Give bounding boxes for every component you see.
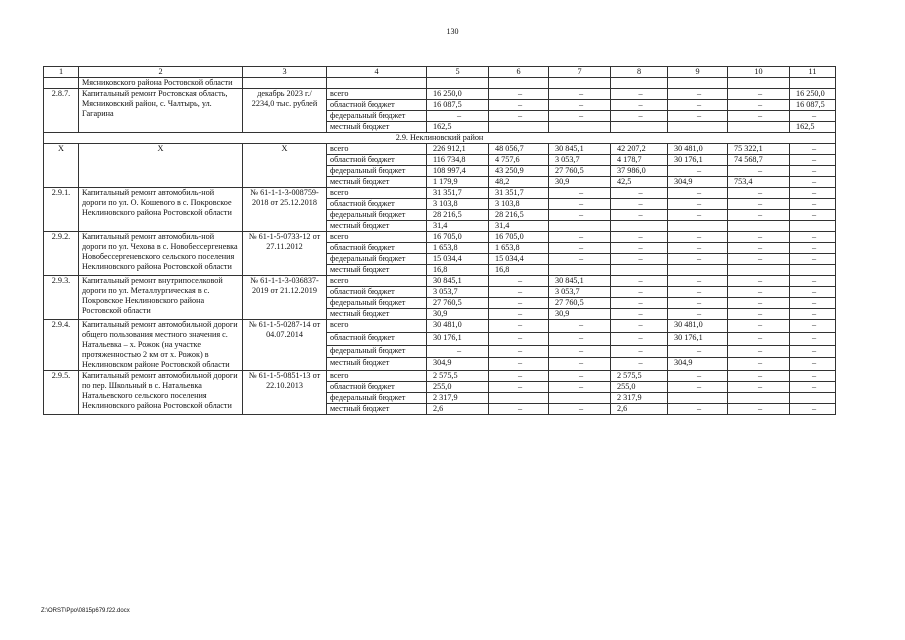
item-description: Капитальный ремонт Ростовская область, Мясниковский район, с. Чалтырь, ул. Гагарина <box>79 89 243 133</box>
amount-cell: – <box>668 243 728 254</box>
amount-cell: 2 575,5 <box>611 371 668 382</box>
item-number: 2.9.4. <box>44 320 79 371</box>
item-basis: № 61-1-5-0851-13 от 22.10.2013 <box>243 371 327 415</box>
amount-cell: – <box>489 100 549 111</box>
amount-cell: – <box>790 320 836 333</box>
funding-source: федеральный бюджет <box>327 393 427 404</box>
amount-cell: – <box>611 298 668 309</box>
amount-cell: 75 322,1 <box>728 144 790 155</box>
amount-cell: – <box>489 382 549 393</box>
amount-cell: – <box>668 188 728 199</box>
amount-cell: 30,9 <box>427 309 489 320</box>
amount-cell: – <box>549 320 611 333</box>
amount-cell: 16 087,5 <box>790 100 836 111</box>
amount-cell: – <box>728 232 790 243</box>
amount-cell: 108 997,4 <box>427 166 489 177</box>
column-number: 6 <box>489 67 549 78</box>
amount-cell: – <box>728 382 790 393</box>
funding-source: всего <box>327 232 427 243</box>
amount-cell: 4 757,6 <box>489 155 549 166</box>
table-row <box>44 188 836 199</box>
amount-cell: – <box>611 276 668 287</box>
amount-cell: – <box>668 382 728 393</box>
amount-cell: 15 034,4 <box>489 254 549 265</box>
amount-cell: – <box>728 371 790 382</box>
item-number: 2.9.2. <box>44 232 79 276</box>
item-basis: № 61-1-1-3-008759-2018 от 25.12.2018 <box>243 188 327 232</box>
amount-cell: – <box>549 199 611 210</box>
funding-source: федеральный бюджет <box>327 210 427 221</box>
amount-cell: – <box>549 188 611 199</box>
amount-cell: 304,9 <box>427 358 489 371</box>
amount-cell: – <box>549 243 611 254</box>
column-number: 3 <box>243 67 327 78</box>
amount-cell: – <box>549 358 611 371</box>
amount-cell: – <box>549 232 611 243</box>
amount-cell: 16 250,0 <box>790 89 836 100</box>
amount-cell: – <box>549 100 611 111</box>
amount-cell: 30,9 <box>549 177 611 188</box>
item-basis: Х <box>243 144 327 188</box>
continued-description: Мясниковского района Ростовской области <box>79 78 243 89</box>
amount-cell: – <box>489 358 549 371</box>
budget-table <box>43 66 836 415</box>
amount-cell <box>668 393 728 404</box>
amount-cell: – <box>489 89 549 100</box>
funding-source: областной бюджет <box>327 155 427 166</box>
amount-cell: 16 087,5 <box>427 100 489 111</box>
amount-cell: 37 986,0 <box>611 166 668 177</box>
amount-cell <box>489 393 549 404</box>
funding-source: местный бюджет <box>327 122 427 133</box>
funding-source: местный бюджет <box>327 404 427 415</box>
amount-cell: – <box>728 276 790 287</box>
column-number: 8 <box>611 67 668 78</box>
amount-cell: – <box>611 345 668 358</box>
amount-cell: – <box>611 332 668 345</box>
amount-cell: – <box>790 111 836 122</box>
amount-cell <box>728 393 790 404</box>
amount-cell: 31 351,7 <box>427 188 489 199</box>
amount-cell <box>489 122 549 133</box>
amount-cell: 255,0 <box>427 382 489 393</box>
amount-cell: 30,9 <box>549 309 611 320</box>
amount-cell: – <box>790 276 836 287</box>
item-number: 2.9.3. <box>44 276 79 320</box>
amount-cell: 2 575,5 <box>427 371 489 382</box>
table-row <box>44 232 836 243</box>
column-number-row <box>44 67 836 78</box>
amount-cell <box>611 221 668 232</box>
item-description: Х <box>79 144 243 188</box>
amount-cell: 30 176,1 <box>668 155 728 166</box>
amount-cell: – <box>668 298 728 309</box>
amount-cell: – <box>489 111 549 122</box>
amount-cell: – <box>668 199 728 210</box>
amount-cell: – <box>728 332 790 345</box>
amount-cell: 30 845,1 <box>427 276 489 287</box>
footer-file-path: Z:\ORST\Ppo\0815p679.f22.docx <box>41 608 130 614</box>
amount-cell: – <box>549 89 611 100</box>
amount-cell: 31 351,7 <box>489 188 549 199</box>
amount-cell: – <box>728 210 790 221</box>
amount-cell: – <box>549 210 611 221</box>
funding-source: местный бюджет <box>327 309 427 320</box>
item-number: Х <box>44 144 79 188</box>
amount-cell <box>790 265 836 276</box>
amount-cell: 31,4 <box>489 221 549 232</box>
item-number: 2.8.7. <box>44 89 79 133</box>
amount-cell: – <box>790 243 836 254</box>
amount-cell: – <box>611 210 668 221</box>
amount-cell: – <box>549 404 611 415</box>
amount-cell: – <box>790 155 836 166</box>
amount-cell: – <box>611 89 668 100</box>
amount-cell: 4 178,7 <box>611 155 668 166</box>
amount-cell: – <box>611 287 668 298</box>
amount-cell: – <box>489 287 549 298</box>
funding-source: всего <box>327 371 427 382</box>
amount-cell: 48 056,7 <box>489 144 549 155</box>
amount-cell: 2 317,9 <box>427 393 489 404</box>
amount-cell: – <box>728 243 790 254</box>
amount-cell <box>728 221 790 232</box>
amount-cell: – <box>668 166 728 177</box>
amount-cell: 43 250,9 <box>489 166 549 177</box>
item-basis: № 61-1-5-0287-14 от 04.07.2014 <box>243 320 327 371</box>
amount-cell: – <box>611 358 668 371</box>
amount-cell <box>668 221 728 232</box>
amount-cell: – <box>489 320 549 333</box>
table-row <box>44 276 836 287</box>
amount-cell: – <box>489 345 549 358</box>
amount-cell <box>549 393 611 404</box>
amount-cell: 15 034,4 <box>427 254 489 265</box>
funding-source: областной бюджет <box>327 243 427 254</box>
amount-cell: 304,9 <box>668 177 728 188</box>
amount-cell: – <box>790 345 836 358</box>
amount-cell: 116 734,8 <box>427 155 489 166</box>
amount-cell: 30 845,1 <box>549 144 611 155</box>
amount-cell: – <box>790 287 836 298</box>
table-row <box>44 89 836 100</box>
amount-cell: – <box>728 166 790 177</box>
funding-source: федеральный бюджет <box>327 166 427 177</box>
funding-source: областной бюджет <box>327 100 427 111</box>
column-number: 7 <box>549 67 611 78</box>
amount-cell: – <box>790 232 836 243</box>
item-description: Капитальный ремонт автомобильной дороги общего пользования местного значения с. Натальевка – х. Рожок (на участке протяженностью 2 км от х. Рожок) в Неклиновском районе Ростовской области <box>79 320 243 371</box>
amount-cell: – <box>728 287 790 298</box>
amount-cell: – <box>549 332 611 345</box>
amount-cell: – <box>549 254 611 265</box>
amount-cell: – <box>611 309 668 320</box>
funding-source: федеральный бюджет <box>327 111 427 122</box>
continued-row <box>44 78 836 89</box>
amount-cell: – <box>790 309 836 320</box>
amount-cell: – <box>728 320 790 333</box>
amount-cell: 3 103,8 <box>427 199 489 210</box>
amount-cell: – <box>489 371 549 382</box>
amount-cell: – <box>790 144 836 155</box>
funding-source: федеральный бюджет <box>327 345 427 358</box>
amount-cell: – <box>790 298 836 309</box>
amount-cell: – <box>668 254 728 265</box>
amount-cell: 226 912,1 <box>427 144 489 155</box>
amount-cell: 30 481,0 <box>668 320 728 333</box>
amount-cell: – <box>668 309 728 320</box>
funding-source: областной бюджет <box>327 199 427 210</box>
amount-cell: – <box>790 188 836 199</box>
amount-cell: 42,5 <box>611 177 668 188</box>
amount-cell: 3 053,7 <box>549 287 611 298</box>
item-basis: декабрь 2023 г./ 2234,0 тыс. рублей <box>243 89 327 133</box>
funding-source: федеральный бюджет <box>327 298 427 309</box>
amount-cell <box>611 265 668 276</box>
amount-cell: – <box>668 276 728 287</box>
amount-cell: 162,5 <box>790 122 836 133</box>
amount-cell: 3 103,8 <box>489 199 549 210</box>
amount-cell: 42 207,2 <box>611 144 668 155</box>
amount-cell: 48,2 <box>489 177 549 188</box>
amount-cell: 30 845,1 <box>549 276 611 287</box>
amount-cell: – <box>549 345 611 358</box>
amount-cell: – <box>549 111 611 122</box>
amount-cell: – <box>668 404 728 415</box>
amount-cell <box>728 122 790 133</box>
amount-cell: – <box>790 210 836 221</box>
amount-cell: – <box>728 298 790 309</box>
amount-cell: – <box>668 100 728 111</box>
amount-cell: – <box>489 332 549 345</box>
amount-cell: – <box>790 358 836 371</box>
amount-cell: 74 568,7 <box>728 155 790 166</box>
amount-cell: – <box>728 309 790 320</box>
amount-cell: – <box>668 111 728 122</box>
amount-cell: – <box>611 100 668 111</box>
amount-cell: 30 481,0 <box>427 320 489 333</box>
item-description: Капитальный ремонт внутрипоселковой дороги по ул. Металлургическая в с. Покровское Неклиновского района Ростовской области <box>79 276 243 320</box>
amount-cell: – <box>668 89 728 100</box>
amount-cell <box>668 265 728 276</box>
page-number: 130 <box>446 27 459 36</box>
item-description: Капитальный ремонт автомобиль-ной дороги по ул. Чехова в с. Новобессергеневка Новобессергеневского сельского поселения Неклиновского района Ростовской области <box>79 232 243 276</box>
amount-cell: – <box>668 345 728 358</box>
item-number: 2.9.5. <box>44 371 79 415</box>
amount-cell: – <box>790 404 836 415</box>
amount-cell: 16 705,0 <box>427 232 489 243</box>
amount-cell <box>549 221 611 232</box>
amount-cell: 1 179,9 <box>427 177 489 188</box>
amount-cell: – <box>728 404 790 415</box>
funding-source: областной бюджет <box>327 287 427 298</box>
amount-cell: – <box>489 298 549 309</box>
amount-cell: – <box>611 254 668 265</box>
amount-cell: 2,6 <box>611 404 668 415</box>
funding-source: областной бюджет <box>327 332 427 345</box>
amount-cell <box>790 393 836 404</box>
item-basis: № 61-1-1-3-036837-2019 от 21.12.2019 <box>243 276 327 320</box>
table-row <box>44 144 836 155</box>
amount-cell: – <box>728 358 790 371</box>
amount-cell: – <box>790 371 836 382</box>
amount-cell: – <box>611 243 668 254</box>
funding-source: всего <box>327 276 427 287</box>
amount-cell: 1 653,8 <box>427 243 489 254</box>
item-description: Капитальный ремонт автомобиль-ной дороги по ул. О. Кошевого в с. Покровское Неклиновского района Ростовской области <box>79 188 243 232</box>
amount-cell <box>668 122 728 133</box>
amount-cell: – <box>790 382 836 393</box>
amount-cell: 27 760,5 <box>549 298 611 309</box>
item-basis: № 61-1-5-0733-12 от 27.11.2012 <box>243 232 327 276</box>
amount-cell: – <box>668 210 728 221</box>
amount-cell: – <box>728 188 790 199</box>
amount-cell: 30 481,0 <box>668 144 728 155</box>
column-number: 1 <box>44 67 79 78</box>
amount-cell: – <box>489 404 549 415</box>
funding-source: всего <box>327 89 427 100</box>
amount-cell <box>728 265 790 276</box>
section-title-row <box>44 133 836 144</box>
amount-cell: 16 250,0 <box>427 89 489 100</box>
table-row <box>44 371 836 382</box>
amount-cell <box>549 265 611 276</box>
amount-cell: 304,9 <box>668 358 728 371</box>
amount-cell: 1 653,8 <box>489 243 549 254</box>
table-row <box>44 320 836 333</box>
amount-cell: – <box>728 345 790 358</box>
amount-cell: – <box>668 232 728 243</box>
item-number: 2.9.1. <box>44 188 79 232</box>
amount-cell: – <box>790 254 836 265</box>
amount-cell: 255,0 <box>611 382 668 393</box>
amount-cell: 27 760,5 <box>549 166 611 177</box>
amount-cell: 3 053,7 <box>549 155 611 166</box>
column-number: 4 <box>327 67 427 78</box>
amount-cell: – <box>790 177 836 188</box>
section-title: 2.9. Неклиновский район <box>44 133 836 144</box>
amount-cell: 16,8 <box>489 265 549 276</box>
amount-cell: – <box>549 382 611 393</box>
column-number: 5 <box>427 67 489 78</box>
amount-cell: 2 317,9 <box>611 393 668 404</box>
amount-cell: – <box>611 232 668 243</box>
funding-source: всего <box>327 320 427 333</box>
amount-cell <box>611 122 668 133</box>
column-number: 10 <box>728 67 790 78</box>
amount-cell: – <box>427 345 489 358</box>
column-number: 9 <box>668 67 728 78</box>
amount-cell: – <box>611 111 668 122</box>
funding-source: местный бюджет <box>327 358 427 371</box>
funding-source: областной бюджет <box>327 382 427 393</box>
column-number: 11 <box>790 67 836 78</box>
amount-cell: – <box>549 371 611 382</box>
amount-cell <box>549 122 611 133</box>
amount-cell: – <box>489 309 549 320</box>
funding-source: всего <box>327 144 427 155</box>
amount-cell: 753,4 <box>728 177 790 188</box>
item-description: Капитальный ремонт автомобильной дороги по пер. Школьный в с. Натальевка Натальевского сельского поселения Неклиновского района Ростовской области <box>79 371 243 415</box>
amount-cell: 3 053,7 <box>427 287 489 298</box>
amount-cell: 28 216,5 <box>427 210 489 221</box>
amount-cell: – <box>427 111 489 122</box>
amount-cell: – <box>728 254 790 265</box>
amount-cell: – <box>790 199 836 210</box>
amount-cell: – <box>728 100 790 111</box>
amount-cell: – <box>611 199 668 210</box>
funding-source: местный бюджет <box>327 265 427 276</box>
amount-cell: 16,8 <box>427 265 489 276</box>
amount-cell: – <box>728 89 790 100</box>
amount-cell: 30 176,1 <box>668 332 728 345</box>
amount-cell: 31,4 <box>427 221 489 232</box>
amount-cell: – <box>611 188 668 199</box>
amount-cell <box>790 221 836 232</box>
column-number: 2 <box>79 67 243 78</box>
amount-cell: 162,5 <box>427 122 489 133</box>
funding-source: местный бюджет <box>327 221 427 232</box>
amount-cell: 16 705,0 <box>489 232 549 243</box>
amount-cell: 27 760,5 <box>427 298 489 309</box>
amount-cell: – <box>489 276 549 287</box>
amount-cell: – <box>611 320 668 333</box>
amount-cell: – <box>790 166 836 177</box>
amount-cell: 30 176,1 <box>427 332 489 345</box>
amount-cell: – <box>668 287 728 298</box>
amount-cell: – <box>728 199 790 210</box>
amount-cell: 2,6 <box>427 404 489 415</box>
amount-cell: 28 216,5 <box>489 210 549 221</box>
funding-source: федеральный бюджет <box>327 254 427 265</box>
funding-source: местный бюджет <box>327 177 427 188</box>
funding-source: всего <box>327 188 427 199</box>
amount-cell: – <box>790 332 836 345</box>
amount-cell: – <box>728 111 790 122</box>
amount-cell: – <box>668 371 728 382</box>
